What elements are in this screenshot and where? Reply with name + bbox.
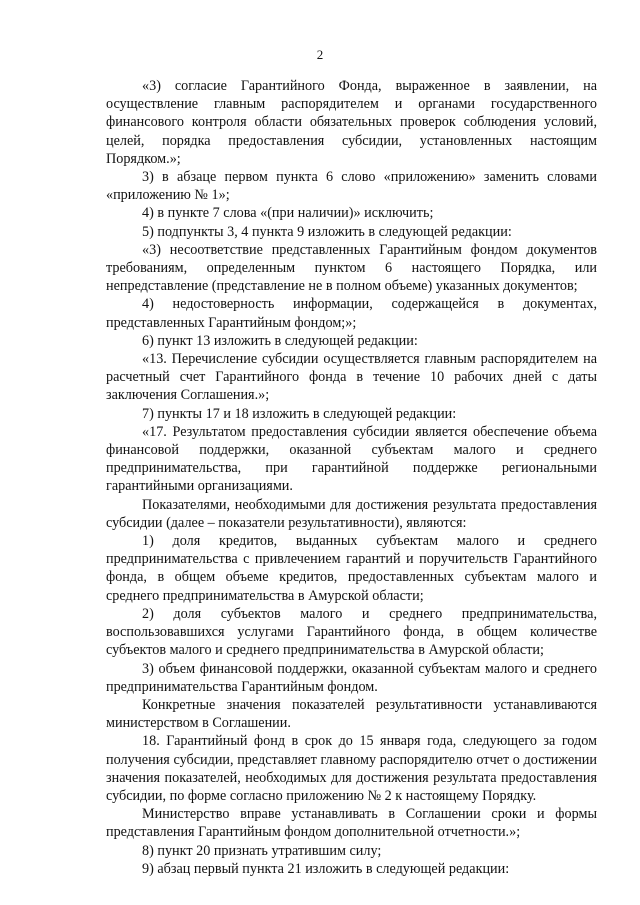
paragraph-indicator-values: Конкретные значения показателей результативности устанавливаются министерством в Соглашении. [106,696,597,732]
paragraph-point-18: 18. Гарантийный фонд в срок до 15 января года, следующего за годом получения субсидии, представляет главному распорядителю отчет о достижении значения показателей, необходимых для достижения результата предоставления субсидии, по форме согласно приложению № 2 к настоящему Порядку. [106,733,597,804]
paragraph-indicator-1: 1) доля кредитов, выданных субъектам малого и среднего предпринимательства с привлечением гарантий и поручительств Гарантийного фонда, в общем объеме кредитов, предоставленных субъектам малого и среднего предпринимательства в Амурской области; [106,533,597,604]
paragraph-subitem-4: 4) недостоверность информации, содержащейся в документах, представленных Гарантийным фондом;»; [106,296,597,331]
paragraph-indicators-intro: Показателями, необходимыми для достижения результата предоставления субсидии (далее – показатели результативности), являются: [106,496,597,531]
paragraph-item-8: 8) пункт 20 признать утратившим силу; [142,842,382,859]
paragraph-ministry-rights: Министерство вправе устанавливать в Соглашении сроки и формы представления Гарантийным фондом дополнительной отчетности.»; [106,806,597,841]
paragraph-point-13: «13. Перечисление субсидии осуществляется главным распорядителем на расчетный счет Гарантийного фонда в течение 10 рабочих дней с даты заключения Соглашения.»; [106,351,597,404]
paragraph-item-9: 9) абзац первый пункта 21 изложить в следующей редакции: [142,860,510,877]
paragraph-item-4: 4) в пункте 7 слова «(при наличии)» исключить; [142,205,434,222]
paragraph-item-6: 6) пункт 13 изложить в следующей редакции: [142,332,418,349]
paragraph-item-3: 3) в абзаце первом пункта 6 слово «приложению» заменить словами «приложению № 1»; [106,169,597,204]
paragraph-point-17: «17. Результатом предоставления субсидии является обеспечение объема финансовой поддержки, оказанной субъектам малого и среднего предпринимательства, при гарантийной поддержке региональными гарантийными организациями. [106,423,597,495]
paragraph-subitem-3: «3) несоответствие представленных Гарантийным фондом документов требованиям, определенным пунктом 6 настоящего Порядка, или непредставление (представление не в полном объеме) указанных документов; [106,241,597,295]
paragraph-item-5: 5) подпункты 3, 4 пункта 9 изложить в следующей редакции: [142,223,512,240]
paragraph-consent-clause: «3) согласие Гарантийного Фонда, выраженное в заявлении, на осуществление главным распорядителем и органами государственного финансового контроля области обязательных проверок соблюдения условий, целей, порядка предоставления субсидии, установленных настоящим Порядком.»; [106,78,597,167]
paragraph-indicator-2: 2) доля субъектов малого и среднего предпринимательства, воспользовавшихся услугами Гарантийного фонда, в общем количестве субъектов малого и среднего предпринимательства в Амурской области; [106,605,597,659]
paragraph-item-7: 7) пункты 17 и 18 изложить в следующей редакции: [142,405,457,422]
paragraph-indicator-3: 3) объем финансовой поддержки, оказанной субъектам малого и среднего предпринимательства Гарантийным фондом. [106,660,597,695]
document-body [106,77,597,878]
page-number: 2 [316,47,324,62]
